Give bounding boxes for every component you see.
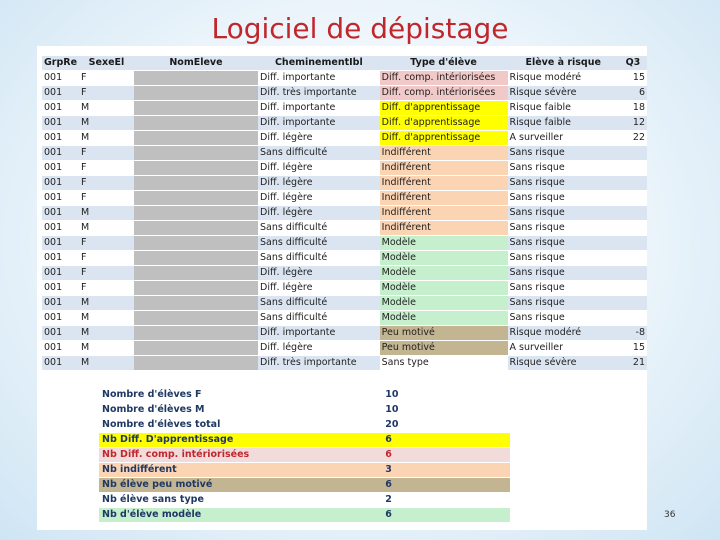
cell-nom-redacted[interactable] bbox=[134, 161, 258, 176]
cell-type[interactable]: Sans type bbox=[380, 356, 508, 371]
cell-q3[interactable] bbox=[619, 161, 647, 176]
cell-q3[interactable]: 21 bbox=[619, 356, 647, 371]
cell-grp[interactable]: 001 bbox=[42, 266, 79, 281]
header-nom[interactable]: NomEleve bbox=[134, 56, 258, 71]
cell-sexe[interactable]: F bbox=[79, 146, 134, 161]
cell-nom-redacted[interactable] bbox=[134, 86, 258, 101]
summary-spacer bbox=[252, 463, 382, 478]
cell-grp[interactable]: 001 bbox=[42, 146, 79, 161]
summary-value: 6 bbox=[382, 448, 404, 463]
cell-sexe[interactable]: M bbox=[79, 356, 134, 371]
header-cheminement[interactable]: CheminementIbl bbox=[258, 56, 380, 71]
table-row[interactable] bbox=[42, 266, 647, 281]
table-row[interactable] bbox=[42, 71, 647, 86]
summary-value: 20 bbox=[382, 418, 404, 433]
cell-cheminement[interactable]: Diff. importante bbox=[258, 71, 380, 86]
table-row[interactable] bbox=[42, 251, 647, 266]
cell-nom-redacted[interactable] bbox=[134, 266, 258, 281]
cell-type[interactable]: Indifférent bbox=[380, 221, 508, 236]
cell-type[interactable]: Indifférent bbox=[380, 206, 508, 221]
cell-nom-redacted[interactable] bbox=[134, 71, 258, 86]
cell-risque[interactable]: Sans risque bbox=[508, 296, 619, 311]
cell-sexe[interactable]: M bbox=[79, 221, 134, 236]
cell-sexe[interactable]: M bbox=[79, 296, 134, 311]
cell-sexe[interactable]: F bbox=[79, 71, 134, 86]
cell-grp[interactable]: 001 bbox=[42, 296, 79, 311]
table-row[interactable] bbox=[42, 86, 647, 101]
cell-risque[interactable]: Sans risque bbox=[508, 251, 619, 266]
summary-pad bbox=[404, 463, 510, 478]
students-table bbox=[42, 56, 647, 371]
cell-cheminement[interactable]: Diff. légère bbox=[258, 191, 380, 206]
cell-grp[interactable]: 001 bbox=[42, 206, 79, 221]
summary-spacer bbox=[252, 388, 382, 403]
summary-label: Nb élève peu motivé bbox=[99, 478, 252, 493]
cell-nom-redacted[interactable] bbox=[134, 311, 258, 326]
summary-row bbox=[99, 448, 510, 463]
table-row[interactable] bbox=[42, 146, 647, 161]
cell-cheminement[interactable]: Sans difficulté bbox=[258, 146, 380, 161]
table-row[interactable] bbox=[42, 101, 647, 116]
cell-grp[interactable]: 001 bbox=[42, 191, 79, 206]
header-risque[interactable]: Elève à risque bbox=[508, 56, 619, 71]
cell-q3[interactable] bbox=[619, 176, 647, 191]
cell-risque[interactable]: A surveiller bbox=[508, 131, 619, 146]
table-row[interactable] bbox=[42, 191, 647, 206]
summary-row bbox=[99, 403, 510, 418]
cell-type[interactable]: Indifférent bbox=[380, 191, 508, 206]
cell-grp[interactable]: 001 bbox=[42, 176, 79, 191]
cell-risque[interactable]: Sans risque bbox=[508, 191, 619, 206]
cell-type[interactable]: Diff. comp. intériorisées bbox=[380, 86, 508, 101]
cell-sexe[interactable]: M bbox=[79, 116, 134, 131]
cell-grp[interactable]: 001 bbox=[42, 326, 79, 341]
cell-risque[interactable]: Risque faible bbox=[508, 116, 619, 131]
cell-sexe[interactable]: F bbox=[79, 236, 134, 251]
cell-nom-redacted[interactable] bbox=[134, 116, 258, 131]
table-row[interactable] bbox=[42, 116, 647, 131]
summary-row bbox=[99, 508, 510, 523]
cell-sexe[interactable]: F bbox=[79, 191, 134, 206]
slide-title: Logiciel de dépistage bbox=[211, 12, 509, 45]
summary-spacer bbox=[252, 448, 382, 463]
cell-grp[interactable]: 001 bbox=[42, 116, 79, 131]
summary-label: Nb Diff. comp. intériorisées bbox=[99, 448, 252, 463]
cell-type[interactable]: Indifférent bbox=[380, 161, 508, 176]
cell-cheminement[interactable]: Sans difficulté bbox=[258, 251, 380, 266]
header-sexe[interactable]: SexeEl bbox=[79, 56, 134, 71]
header-q3[interactable]: Q3 bbox=[619, 56, 647, 71]
summary-pad bbox=[404, 403, 510, 418]
cell-grp[interactable]: 001 bbox=[42, 281, 79, 296]
summary-value: 6 bbox=[382, 433, 404, 448]
cell-risque[interactable]: A surveiller bbox=[508, 341, 619, 356]
cell-type[interactable]: Diff. comp. intériorisées bbox=[380, 71, 508, 86]
cell-q3[interactable]: 22 bbox=[619, 131, 647, 146]
cell-cheminement[interactable]: Diff. très importante bbox=[258, 86, 380, 101]
summary-label: Nombre d'élèves total bbox=[99, 418, 252, 433]
cell-sexe[interactable]: F bbox=[79, 86, 134, 101]
summary-label: Nombre d'élèves F bbox=[99, 388, 252, 403]
cell-q3[interactable] bbox=[619, 146, 647, 161]
summary-row bbox=[99, 463, 510, 478]
summary-pad bbox=[404, 508, 510, 523]
cell-risque[interactable]: Sans risque bbox=[508, 311, 619, 326]
spreadsheet bbox=[37, 46, 647, 530]
summary-spacer bbox=[252, 508, 382, 523]
cell-q3[interactable] bbox=[619, 266, 647, 281]
cell-risque[interactable]: Risque faible bbox=[508, 101, 619, 116]
cell-q3[interactable]: 18 bbox=[619, 101, 647, 116]
cell-cheminement[interactable]: Sans difficulté bbox=[258, 221, 380, 236]
cell-sexe[interactable]: M bbox=[79, 326, 134, 341]
summary-spacer bbox=[252, 403, 382, 418]
cell-nom-redacted[interactable] bbox=[134, 356, 258, 371]
cell-nom-redacted[interactable] bbox=[134, 191, 258, 206]
cell-grp[interactable]: 001 bbox=[42, 71, 79, 86]
cell-risque[interactable]: Sans risque bbox=[508, 206, 619, 221]
cell-q3[interactable] bbox=[619, 251, 647, 266]
cell-cheminement[interactable]: Diff. légère bbox=[258, 281, 380, 296]
cell-type[interactable]: Peu motivé bbox=[380, 341, 508, 356]
cell-sexe[interactable]: M bbox=[79, 131, 134, 146]
cell-type[interactable]: Modèle bbox=[380, 281, 508, 296]
summary-value: 2 bbox=[382, 493, 404, 508]
cell-grp[interactable]: 001 bbox=[42, 341, 79, 356]
cell-type[interactable]: Peu motivé bbox=[380, 326, 508, 341]
cell-type[interactable]: Modèle bbox=[380, 266, 508, 281]
cell-sexe[interactable]: M bbox=[79, 311, 134, 326]
summary-value: 10 bbox=[382, 403, 404, 418]
header-type[interactable]: Type d'élève bbox=[380, 56, 508, 71]
summary-spacer bbox=[252, 433, 382, 448]
cell-nom-redacted[interactable] bbox=[134, 326, 258, 341]
table-row[interactable] bbox=[42, 296, 647, 311]
summary-row bbox=[99, 493, 510, 508]
cell-nom-redacted[interactable] bbox=[134, 236, 258, 251]
cell-grp[interactable]: 001 bbox=[42, 101, 79, 116]
summary-pad bbox=[404, 493, 510, 508]
cell-grp[interactable]: 001 bbox=[42, 161, 79, 176]
cell-cheminement[interactable]: Diff. légère bbox=[258, 266, 380, 281]
cell-nom-redacted[interactable] bbox=[134, 221, 258, 236]
cell-sexe[interactable]: F bbox=[79, 176, 134, 191]
cell-q3[interactable]: -8 bbox=[619, 326, 647, 341]
cell-sexe[interactable]: F bbox=[79, 281, 134, 296]
cell-q3[interactable] bbox=[619, 311, 647, 326]
cell-grp[interactable]: 001 bbox=[42, 236, 79, 251]
summary-spacer bbox=[252, 478, 382, 493]
cell-sexe[interactable]: F bbox=[79, 251, 134, 266]
cell-grp[interactable]: 001 bbox=[42, 356, 79, 371]
table-row[interactable] bbox=[42, 311, 647, 326]
summary-label: Nb élève sans type bbox=[99, 493, 252, 508]
summary-value: 3 bbox=[382, 463, 404, 478]
cell-grp[interactable]: 001 bbox=[42, 131, 79, 146]
cell-cheminement[interactable]: Diff. légère bbox=[258, 176, 380, 191]
cell-cheminement[interactable]: Sans difficulté bbox=[258, 236, 380, 251]
cell-type[interactable]: Modèle bbox=[380, 311, 508, 326]
cell-nom-redacted[interactable] bbox=[134, 341, 258, 356]
cell-type[interactable]: Indifférent bbox=[380, 146, 508, 161]
cell-type[interactable]: Modèle bbox=[380, 251, 508, 266]
cell-cheminement[interactable]: Diff. importante bbox=[258, 101, 380, 116]
cell-cheminement[interactable]: Diff. importante bbox=[258, 116, 380, 131]
cell-type[interactable]: Diff. d'apprentissage bbox=[380, 131, 508, 146]
cell-q3[interactable] bbox=[619, 296, 647, 311]
table-body bbox=[42, 71, 647, 371]
cell-risque[interactable]: Risque modéré bbox=[508, 71, 619, 86]
table-row[interactable] bbox=[42, 341, 647, 356]
cell-cheminement[interactable]: Diff. légère bbox=[258, 341, 380, 356]
table-row[interactable] bbox=[42, 236, 647, 251]
summary-spacer bbox=[252, 493, 382, 508]
cell-cheminement[interactable]: Diff. légère bbox=[258, 131, 380, 146]
summary-label: Nb Diff. D'apprentissage bbox=[99, 433, 252, 448]
cell-nom-redacted[interactable] bbox=[134, 206, 258, 221]
cell-cheminement[interactable]: Diff. très importante bbox=[258, 356, 380, 371]
cell-cheminement[interactable]: Diff. légère bbox=[258, 206, 380, 221]
cell-q3[interactable] bbox=[619, 221, 647, 236]
summary-pad bbox=[404, 388, 510, 403]
summary-row bbox=[99, 478, 510, 493]
cell-type[interactable]: Modèle bbox=[380, 236, 508, 251]
cell-q3[interactable] bbox=[619, 236, 647, 251]
cell-nom-redacted[interactable] bbox=[134, 296, 258, 311]
table-row[interactable] bbox=[42, 281, 647, 296]
cell-q3[interactable]: 6 bbox=[619, 86, 647, 101]
summary-value: 6 bbox=[382, 478, 404, 493]
cell-nom-redacted[interactable] bbox=[134, 101, 258, 116]
table-row[interactable] bbox=[42, 131, 647, 146]
summary-pad bbox=[404, 418, 510, 433]
cell-nom-redacted[interactable] bbox=[134, 281, 258, 296]
cell-risque[interactable]: Sans risque bbox=[508, 146, 619, 161]
page-number: 36 bbox=[664, 510, 676, 520]
summary-pad bbox=[404, 433, 510, 448]
summary-body bbox=[99, 388, 510, 523]
cell-q3[interactable] bbox=[619, 191, 647, 206]
cell-q3[interactable]: 15 bbox=[619, 341, 647, 356]
cell-nom-redacted[interactable] bbox=[134, 176, 258, 191]
cell-grp[interactable]: 001 bbox=[42, 86, 79, 101]
cell-cheminement[interactable]: Sans difficulté bbox=[258, 311, 380, 326]
table-header-row bbox=[42, 56, 647, 71]
cell-risque[interactable]: Sans risque bbox=[508, 266, 619, 281]
cell-sexe[interactable]: F bbox=[79, 266, 134, 281]
cell-risque[interactable]: Risque sévère bbox=[508, 356, 619, 371]
cell-type[interactable]: Diff. d'apprentissage bbox=[380, 101, 508, 116]
cell-nom-redacted[interactable] bbox=[134, 131, 258, 146]
summary-label: Nb d'élève modèle bbox=[99, 508, 252, 523]
cell-grp[interactable]: 001 bbox=[42, 311, 79, 326]
cell-risque[interactable]: Sans risque bbox=[508, 176, 619, 191]
cell-cheminement[interactable]: Diff. importante bbox=[258, 326, 380, 341]
header-grp[interactable]: GrpRe bbox=[42, 56, 79, 71]
cell-sexe[interactable]: F bbox=[79, 161, 134, 176]
table-row[interactable] bbox=[42, 206, 647, 221]
cell-nom-redacted[interactable] bbox=[134, 146, 258, 161]
summary-pad bbox=[404, 448, 510, 463]
cell-q3[interactable]: 15 bbox=[619, 71, 647, 86]
table-row[interactable] bbox=[42, 326, 647, 341]
table-row[interactable] bbox=[42, 176, 647, 191]
cell-risque[interactable]: Sans risque bbox=[508, 161, 619, 176]
summary-label: Nb indifférent bbox=[99, 463, 252, 478]
cell-risque[interactable]: Risque modéré bbox=[508, 326, 619, 341]
table-row[interactable] bbox=[42, 161, 647, 176]
cell-cheminement[interactable]: Sans difficulté bbox=[258, 296, 380, 311]
cell-sexe[interactable]: M bbox=[79, 101, 134, 116]
summary-spacer bbox=[252, 418, 382, 433]
summary-table bbox=[99, 388, 510, 523]
cell-grp[interactable]: 001 bbox=[42, 251, 79, 266]
summary-row bbox=[99, 433, 510, 448]
summary-value: 6 bbox=[382, 508, 404, 523]
cell-q3[interactable] bbox=[619, 206, 647, 221]
cell-q3[interactable] bbox=[619, 281, 647, 296]
summary-row bbox=[99, 418, 510, 433]
cell-nom-redacted[interactable] bbox=[134, 251, 258, 266]
cell-type[interactable]: Diff. d'apprentissage bbox=[380, 116, 508, 131]
cell-grp[interactable]: 001 bbox=[42, 221, 79, 236]
summary-label: Nombre d'élèves M bbox=[99, 403, 252, 418]
cell-risque[interactable]: Risque sévère bbox=[508, 86, 619, 101]
table-row[interactable] bbox=[42, 221, 647, 236]
cell-cheminement[interactable]: Diff. légère bbox=[258, 161, 380, 176]
cell-risque[interactable]: Sans risque bbox=[508, 281, 619, 296]
cell-type[interactable]: Modèle bbox=[380, 296, 508, 311]
cell-sexe[interactable]: M bbox=[79, 341, 134, 356]
summary-row bbox=[99, 388, 510, 403]
table-row[interactable] bbox=[42, 356, 647, 371]
cell-risque[interactable]: Sans risque bbox=[508, 221, 619, 236]
cell-q3[interactable]: 12 bbox=[619, 116, 647, 131]
cell-type[interactable]: Indifférent bbox=[380, 176, 508, 191]
cell-risque[interactable]: Sans risque bbox=[508, 236, 619, 251]
cell-sexe[interactable]: M bbox=[79, 206, 134, 221]
summary-pad bbox=[404, 478, 510, 493]
summary-value: 10 bbox=[382, 388, 404, 403]
